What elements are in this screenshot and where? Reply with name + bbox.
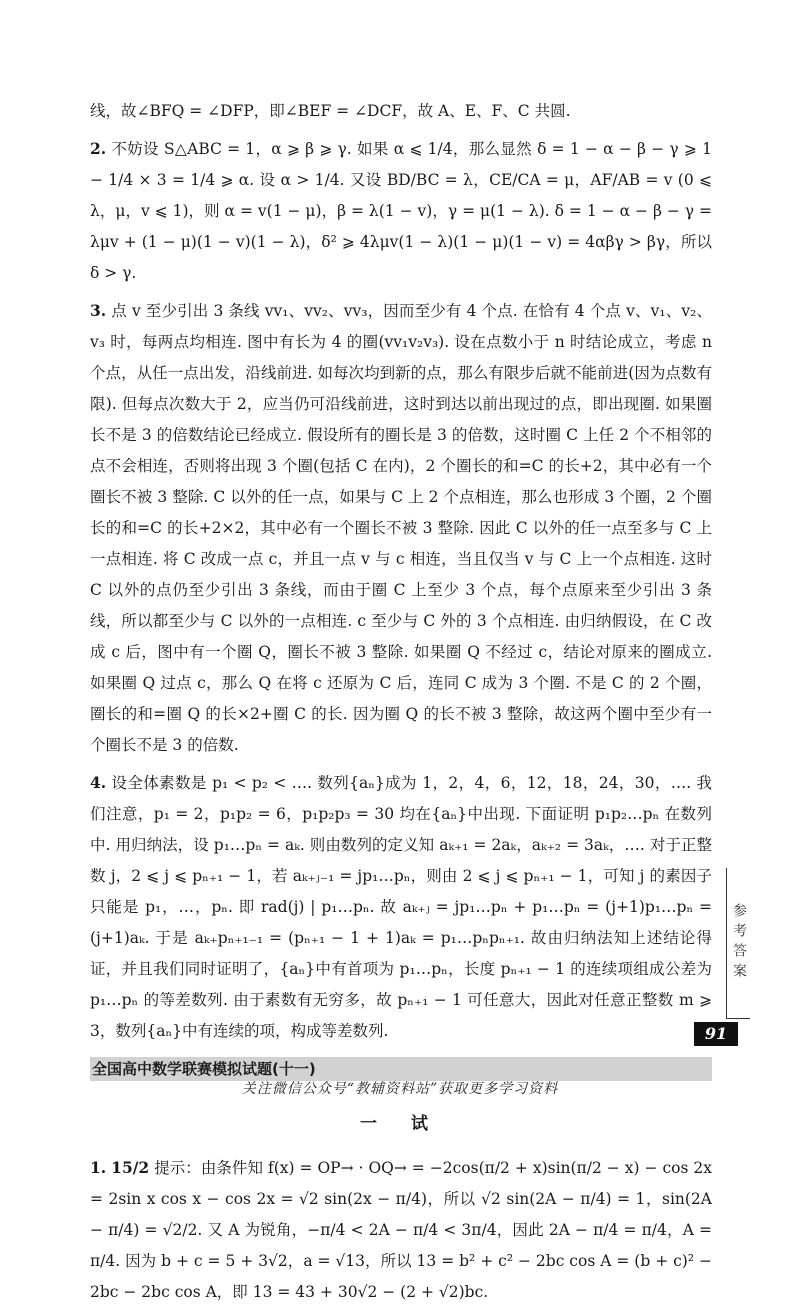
answer-1 (90, 1152, 712, 1308)
footer-note: 关注微信公众号“教辅资料站”获取更多学习资料 (241, 1081, 559, 1097)
paragraph-continuation (90, 96, 712, 127)
answer-value: 15/2 (111, 1158, 150, 1177)
problem-number: 3. (90, 301, 107, 320)
problem-number: 2. (90, 139, 107, 158)
paragraph-text: 点 v 至少引出 3 条线 vv₁、vv₂、vv₃，因而至少有 4 个点. 在恰有 4 个点 v、v₁、v₂、v₃ 时，每两点均相连. 图中有长为 4 的圈(vv₁v₂v₃). 设在点数小于 n 时结论成立，考虑 n 个点，从任一点出发，沿线前进. 如每次均到新的点，那么有限步后就不能前进(因为点数有限). 但每点次数大于 2，应当仍可沿线前进，这时到达以前出现过的点，即出现圈. 如果圈长不是 3 的倍数结论已经成立. 假设所有的圈长是 3 的倍数，这时圈 C 上任 2 个不相邻的点不会相连，否则将出现 3 个圈(包括 C 在内)，2 个圈长的和=C 的长+2，其中必有一个圈长不被 3 整除. C 以外的任一点，如果与 C 上 2 个点相连，那么也形成 3 个圈，2 个圈长的和=C 的长+2×2，其中必有一个圈长不被 3 整除. 因此 C 以外的任一点至多与 C 上一点相连. 将 C 改成一点 c，并且一点 v 与 c 相连，当且仅当 v 与 C 上一个点相连. 这时 C 以外的点仍至少引出 3 条线，而由于圈 C 上至少 3 个点，每个点原来至少引出 3 条线，所以都至少与 C 以外的一点相连. c 至少与 C 外的 3 个点相连. 由归纳假设，在 C 改成 c 后，图中有一个圈 Q，圈长不被 3 整除. 如果圈 Q 不经过 c，结论对原来的圈成立. 如果圈 Q 过点 c，那么 Q 在将 c 还原为 C 后，连同 C 成为 3 个圈. 不是 C 的 2 个圈，圈长的和=圈 Q 的长×2+圈 C 的长. 因为圈 Q 的长不被 3 整除，故这两个圈中至少有一个圈长不是 3 的倍数. (90, 302, 712, 754)
answer-number: 1. (90, 1158, 107, 1177)
paragraph-text: 设全体素数是 p₁ < p₂ < …. 数列{aₙ}成为 1，2，4，6，12，18，24，30，…. 我们注意，p₁ = 2，p₁p₂ = 6，p₁p₂p₃ = 30 均在{aₙ}中出现. 下面证明 p₁p₂…pₙ 在数列中. 用归纳法，设 p₁…pₙ = aₖ. 则由数列的定义知 aₖ₊₁ = 2aₖ，aₖ₊₂ = 3aₖ，…. 对于正整数 j，2 ⩽ j ⩽ pₙ₊₁ − 1，若 aₖ₊ⱼ₋₁ = jp₁…pₙ，则由 2 ⩽ j ⩽ pₙ₊₁ − 1，可知 j 的素因子只能是 p₁，…，pₙ. 即 rad(j) | p₁…pₙ. 故 aₖ₊ⱼ = jp₁…pₙ + p₁…pₙ = (j+1)p₁…pₙ = (j+1)aₖ. 于是 aₖ₊pₙ₊₁₋₁ = (pₙ₊₁ − 1 + 1)aₖ = p₁…pₙpₙ₊₁. 故由归纳法知上述结论得证，并且我们同时证明了，{aₙ}中有首项为 p₁…pₙ，长度 pₙ₊₁ − 1 的连续项组成公差为 p₁…pₙ 的等差数列. 由于素数有无穷多，故 pₙ₊₁ − 1 可任意大，因此对任意正整数 m ⩾ 3，数列{aₙ}中有连续的项，构成等差数列. (90, 774, 712, 1040)
problem-number: 4. (90, 773, 107, 792)
answer-hint: 提示：由条件知 f(x) = OP→ · OQ→ = −2cos(π/2 + x)sin(π/2 − x) − cos 2x = 2sin x cos x − cos 2x = √2 sin(2x − π/4)，所以 √2 sin(2A − π/4) = 1，sin(2A − π/4) = √2/2. 又 A 为锐角，−π/4 < 2A − π/4 < 3π/4，因此 2A − π/4 = π/4，A = π/4. 因为 b + c = 5 + 3√2，a = √13，所以 13 = b² + c² − 2bc cos A = (b + c)² − 2bc − 2bc cos A，即 13 = 43 + 30√2 − (2 + √2)bc. (90, 1159, 713, 1301)
side-tab-answers: 参考答案 (726, 868, 751, 1018)
problem-4-solution (90, 767, 712, 1047)
side-tab-divider (726, 1018, 750, 1019)
paragraph-text: 不妨设 S△ABC = 1，α ⩾ β ⩾ γ. 如果 α ⩽ 1/4，那么显然 δ = 1 − α − β − γ ⩾ 1 − 1/4 × 3 = 1/4 ⩾ α. 设 α > 1/4. 又设 BD/BC = λ，CE/CA = μ，AF/AB = v (0 ⩽ λ，μ，v ⩽ 1)，则 α = v(1 − μ)，β = λ(1 − v)，γ = μ(1 − λ). δ = 1 − α − β − γ = λμv + (1 − μ)(1 − v)(1 − λ)，δ² ⩾ 4λμv(1 − λ)(1 − μ)(1 − v) = 4αβγ > βγ，所以 δ > γ. (90, 140, 712, 282)
section-subheading: 一 试 (360, 1114, 442, 1134)
problem-2-solution (90, 133, 712, 289)
paragraph-text: 线，故∠BFQ = ∠DFP，即∠BEF = ∠DCF，故 A、E、F、C 共圆. (90, 102, 571, 120)
problem-3-solution (90, 295, 712, 761)
page-number: 91 (694, 1022, 738, 1046)
section-title: 全国高中数学联赛模拟试题(十一) (90, 1057, 712, 1081)
page-content (90, 96, 712, 1308)
